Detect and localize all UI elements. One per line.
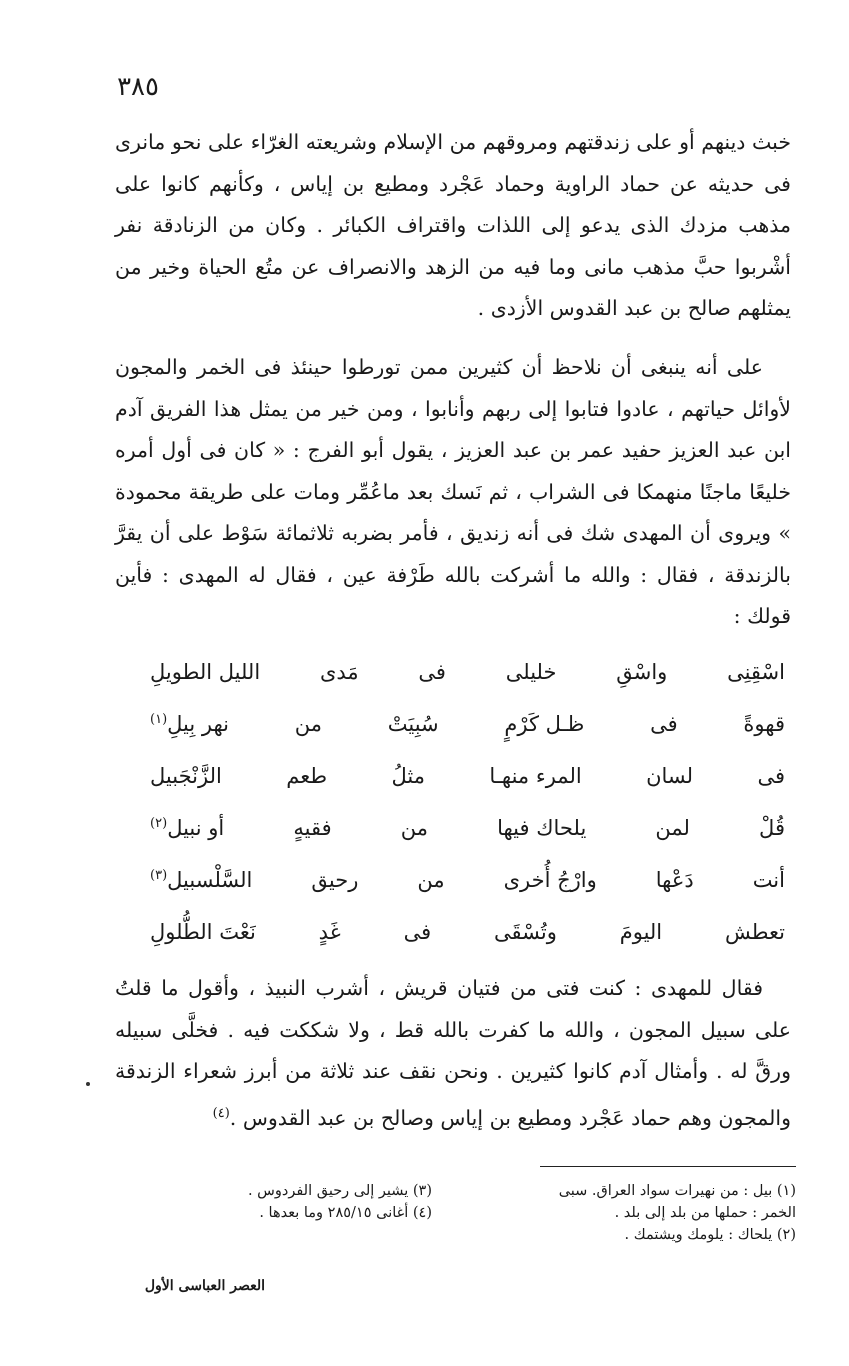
verse-word: فقيهٍ <box>293 816 332 840</box>
verse-word: السَّلْسبيل$^{(٣)}$ <box>150 868 253 892</box>
verse-word: واسْقِ <box>616 660 668 684</box>
verse-word: مثلُ <box>391 764 425 788</box>
paragraph-2 <box>115 347 791 638</box>
verse-word: أنت <box>752 868 785 892</box>
verse-word: غَدٍ <box>318 920 341 944</box>
footnote-line: (١) بيل : من نهيرات سواد العراق. سبى <box>558 1183 796 1199</box>
verse-word: فى <box>650 712 678 736</box>
verse-word: تعطش <box>725 920 785 944</box>
verse-word: فى <box>403 920 432 944</box>
verse-word: وارْجُ أُخرى <box>503 868 597 892</box>
poem-verse <box>150 920 785 972</box>
verse-word: من <box>400 816 428 840</box>
footnote-ref: (٣) <box>150 868 168 883</box>
verse-word: مَدى <box>319 660 359 684</box>
paragraph-3 <box>115 968 791 1139</box>
paragraph-1 <box>115 122 791 330</box>
poem-verse <box>150 712 785 764</box>
footnote-column-left <box>112 1180 432 1224</box>
poem-verse <box>150 660 785 712</box>
verse-word: فى <box>757 764 785 788</box>
poem <box>150 660 785 972</box>
verse-word: خليلى <box>505 660 557 684</box>
verse-word: سُبِيَتْ <box>387 712 439 736</box>
verse-word: لمن <box>655 816 690 840</box>
poem-verse <box>150 868 785 920</box>
verse-word: من <box>417 868 445 892</box>
page-number: ٣٨٥ <box>117 72 159 102</box>
paragraph-text: على أنه ينبغى أن نلاحظ أن كثيرين ممن تورطوا حينئذ فى الخمر والمجون لأوائل حياتهم ، عادوا فتابوا إلى ربهم وأنابوا ، ومن خير من يمثل هذا الفريق آدم ابن عبد العزيز حفيد عمر بن عبد العزيز ، يقول أبو الفرج : « كان فى أول أمره خليعًا ماجنًا منهمكا فى الشراب ، ثم نَسك بعد ماعُمِّر ومات على طريقة محمودة » ويروى أن المهدى شك فى أنه زنديق ، فأمر بضربه ثلاثمائة سَوْط على أن يقرَّ بالزندقة ، فقال : والله ما أشركت بالله طَرْفة عين ، فقال له المهدى : فأين قولك : <box>115 355 791 628</box>
verse-word: اليومَ <box>619 920 663 944</box>
verse-word: يلحاك فيها <box>497 816 587 840</box>
verse-word: قُلْ <box>759 816 785 840</box>
footnote-ref: (٢) <box>150 816 168 831</box>
footnote-column-right <box>496 1180 796 1246</box>
footnote-line: الخمر : حملها من بلد إلى بلد . <box>614 1205 796 1221</box>
verse-word: ظـل كَرْمٍ <box>504 712 585 736</box>
footnote-rule <box>540 1166 796 1167</box>
verse-word: طعم <box>286 764 328 788</box>
verse-word: قهوةً <box>743 712 785 736</box>
verse-word: دَعْها <box>655 868 694 892</box>
verse-word: نَعْتَ الطُّلولِ <box>150 920 256 944</box>
verse-word: الليل الطويلِ <box>150 660 261 684</box>
verse-word: من <box>294 712 322 736</box>
paragraph-text: فقال للمهدى : كنت فتى من فتيان قريش ، أشرب النبيذ ، وأقول ما قلتُ على سبيل المجون ، والله ما كفرت بالله قط ، ولا شككت فيه . فخلَّى سبيله ورقَّ له . وأمثال آدم كانوا كثيرين . ونحن نقف عند ثلاثة من أبرز شعراء الزندقة والمجون وهم حماد عَجْرد ومطيع بن إياس وصالح بن عبد القدوس .$^{(٤)}$ <box>115 976 791 1130</box>
poem-verse <box>150 764 785 816</box>
verse-word: أو نبيل$^{(٢)}$ <box>150 816 225 840</box>
verse-word: رحيق <box>311 868 359 892</box>
verse-word: اسْقِنِى <box>727 660 785 684</box>
verse-word: فى <box>418 660 446 684</box>
footnote-line: (٤) أغانى ٢٨٥/١٥ وما بعدها . <box>259 1205 432 1221</box>
verse-word: وتُسْقَى <box>493 920 557 944</box>
margin-mark <box>86 1082 90 1086</box>
footnote-ref: (١) <box>150 712 168 727</box>
paragraph-text: خبث دينهم أو على زندقتهم ومروقهم من الإسلام وشريعته الغرّاء على نحو مانرى فى حديثه عن حماد الراوية وحماد عَجْرد ومطيع بن إياس ، وكأنهم كانوا على مذهب مزدك الذى يدعو إلى اللذات واقتراف الكبائر . وكان من الزنادقة نفر أشْربوا حبَّ مذهب مانى وما فيه من الزهد والانصراف عن متُع الحياة وخير من يمثلهم صالح بن عبد القدوس الأزدى . <box>115 130 791 320</box>
verse-word: لسان <box>646 764 694 788</box>
poem-verse <box>150 816 785 868</box>
footnote-line: (٢) يلحاك : يلومك ويشتمك . <box>624 1227 796 1243</box>
verse-word: المرء منهـا <box>489 764 582 788</box>
footnote-ref: (٤) <box>212 1105 230 1121</box>
verse-word: نهر بِيلِ$^{(١)}$ <box>150 712 230 736</box>
verse-word: الزَّنْجَبيل <box>150 764 222 788</box>
running-footer: العصر العباسى الأول <box>144 1278 265 1294</box>
footnote-line: (٣) يشير إلى رحيق الفردوس . <box>247 1183 432 1199</box>
